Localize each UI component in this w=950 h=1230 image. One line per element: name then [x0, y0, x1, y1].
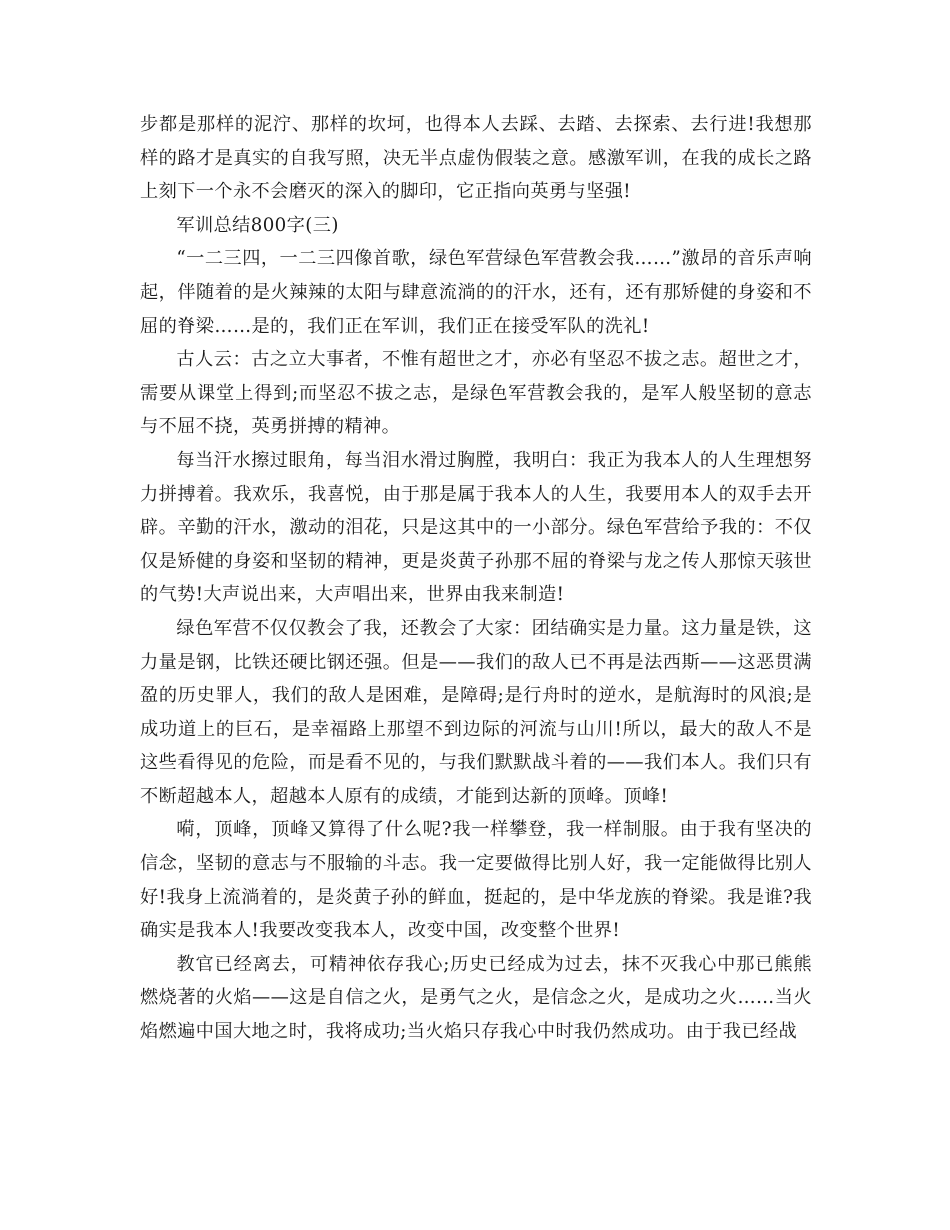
- paragraph-2: 古人云：古之立大事者，不惟有超世之才，亦必有坚忍不拔之志。超世之才，需要从课堂上得到;而坚忍不拔之志，是绿色军营教会我的，是军人般坚韧的意志与不屈不挠，英勇拼搏的精神。: [140, 349, 812, 438]
- paragraph-5: 嗬，顶峰，顶峰又算得了什么呢?我一样攀登，我一样制服。由于我有坚决的信念，坚韧的意志与不服输的斗志。我一定要做得比别人好，我一定能做得比别人好!我身上流淌着的，是炎黄子孙的鲜血，挺起的，是中华龙族的脊梁。我是谁?我确实是我本人!我要改变我本人，改变中国，改变整个世界!: [140, 819, 812, 942]
- paragraph-4: 绿色军营不仅仅教会了我，还教会了大家：团结确实是力量。这力量是铁，这力量是钢，比铁还硬比钢还强。但是——我们的敌人已不再是法西斯——这恶贯满盈的历史罪人，我们的敌人是困难，是障碍;是行舟时的逆水，是航海时的风浪;是成功道上的巨石，是幸福路上那望不到边际的河流与山川!所以，最大的敌人不是这些看得见的危险，而是看不见的，与我们默默战斗着的——我们本人。我们只有不断超越本人，超越本人原有的成绩，才能到达新的顶峰。顶峰!: [140, 617, 812, 807]
- paragraph-continued: 步都是那样的泥泞、那样的坎坷，也得本人去踩、去踏、去探索、去行进!我想那样的路才是真实的自我写照，决无半点虚伪假装之意。感激军训，在我的成长之路上刻下一个永不会磨灭的深入的脚印，它正指向英勇与坚强!: [140, 114, 812, 203]
- paragraph-1: “一二三四，一二三四像首歌，绿色军营绿色军营教会我……”激昂的音乐声响起，伴随着的是火辣辣的太阳与肆意流淌的的汗水，还有，还有那矫健的身姿和不屈的脊梁……是的，我们正在军训，我们正在接受军队的洗礼!: [140, 248, 812, 337]
- document-page: [140, 108, 812, 1049]
- paragraph-6: 教官已经离去，可精神依存我心;历史已经成为过去，抹不灭我心中那已熊熊燃烧著的火焰——这是自信之火，是勇气之火，是信念之火，是成功之火……当火焰燃遍中国大地之时，我将成功;当火焰只存我心中时我仍然成功。由于我已经战: [140, 953, 812, 1043]
- section-title: 军训总结800字(三): [176, 214, 339, 236]
- paragraph-3: 每当汗水擦过眼角，每当泪水滑过胸膛，我明白：我正为我本人的人生理想努力拼搏着。我欢乐，我喜悦，由于那是属于我本人的人生，我要用本人的双手去开辟。辛勤的汗水，激动的泪花，只是这其中的一小部分。绿色军营给予我的：不仅仅是矫健的身姿和坚韧的精神，更是炎黄子孙那不屈的脊梁与龙之传人那惊天骇世的气势!大声说出来，大声唱出来，世界由我来制造!: [140, 449, 812, 606]
